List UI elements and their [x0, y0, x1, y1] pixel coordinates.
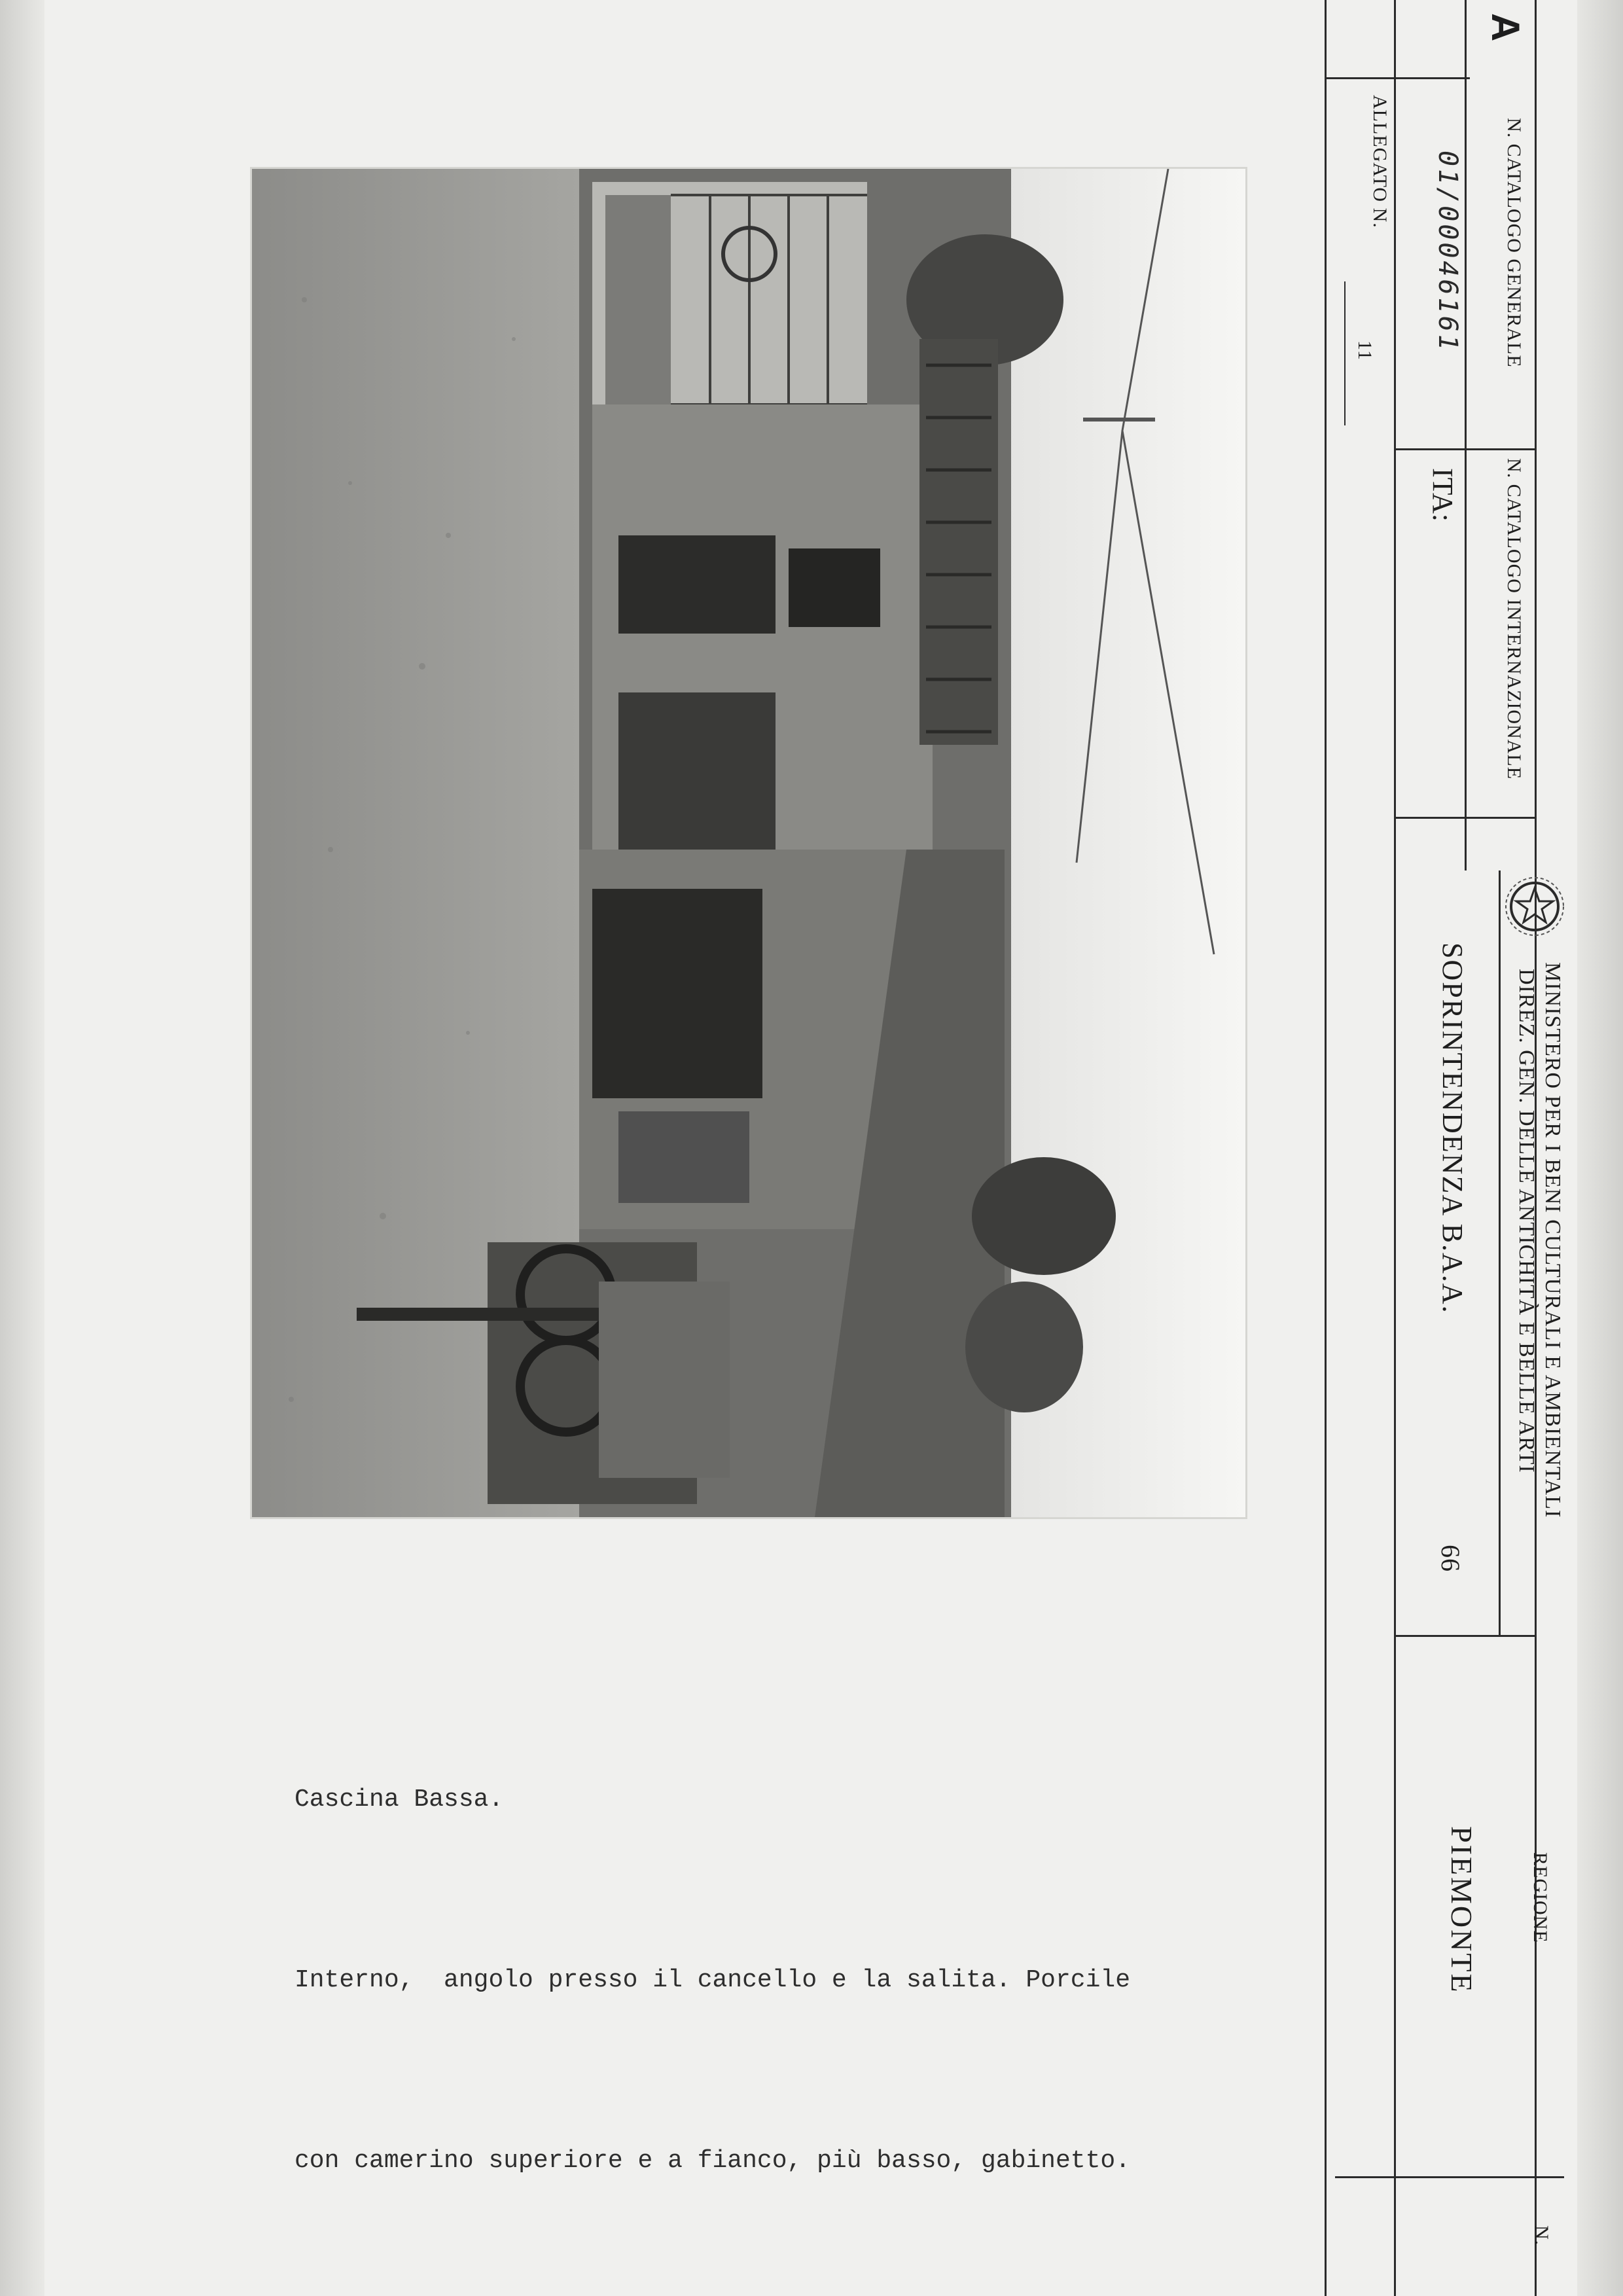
- republic-emblem-icon: [1499, 874, 1571, 939]
- header-line-h4: [1394, 1635, 1537, 1637]
- header-line-h1: [1325, 77, 1470, 79]
- header-line-v2: [1394, 0, 1396, 2296]
- caption-line-2: Interno, angolo presso il cancello e la salita. Porcile: [294, 1966, 1131, 1994]
- scan-edge-right: [1577, 0, 1623, 2296]
- regione-value: PIEMONTE: [1445, 1826, 1478, 1994]
- caption-line-1: Cascina Bassa.: [294, 1785, 504, 1814]
- catalogo-generale-value: 01/00046161: [1433, 151, 1463, 353]
- soprintendenza: SOPRINTENDENZA B.A.A.: [1436, 942, 1469, 1314]
- soprintendenza-number: 66: [1436, 1545, 1465, 1572]
- caption-line-3: con camerino superiore e a fianco, più basso, gabinetto.: [294, 2147, 1131, 2175]
- scan-edge-left: [0, 0, 45, 2296]
- header-line-h2: [1394, 448, 1537, 450]
- n-label: N.: [1531, 2225, 1552, 2246]
- ministero-line-2: DIREZ. GEN. DELLE ANTICHITÀ E BELLE ARTI: [1514, 969, 1539, 1473]
- ministero-line-1: MINISTERO PER I BENI CULTURALI E AMBIENTALI: [1541, 962, 1565, 1518]
- archive-photograph: [252, 169, 1245, 1517]
- header-line-v4: [1499, 870, 1501, 1636]
- form-letter: A: [1484, 13, 1527, 42]
- header-line-v3: [1465, 0, 1467, 870]
- catalogo-generale-label: N. CATALOGO GENERALE: [1503, 118, 1525, 368]
- regione-label: REGIONE: [1529, 1852, 1551, 1943]
- allegato-value: 11: [1354, 340, 1376, 361]
- catalogo-internazionale-value: ITA:: [1427, 468, 1459, 522]
- allegato-underline: [1344, 281, 1346, 425]
- header-line-v1: [1325, 0, 1327, 2296]
- header-line-h3: [1394, 817, 1537, 819]
- allegato-label: ALLEGATO N.: [1369, 95, 1391, 228]
- typed-caption: [294, 1649, 1276, 2251]
- header-line-h5: [1335, 2176, 1564, 2178]
- catalogo-internazionale-label: N. CATALOGO INTERNAZIONALE: [1503, 458, 1525, 780]
